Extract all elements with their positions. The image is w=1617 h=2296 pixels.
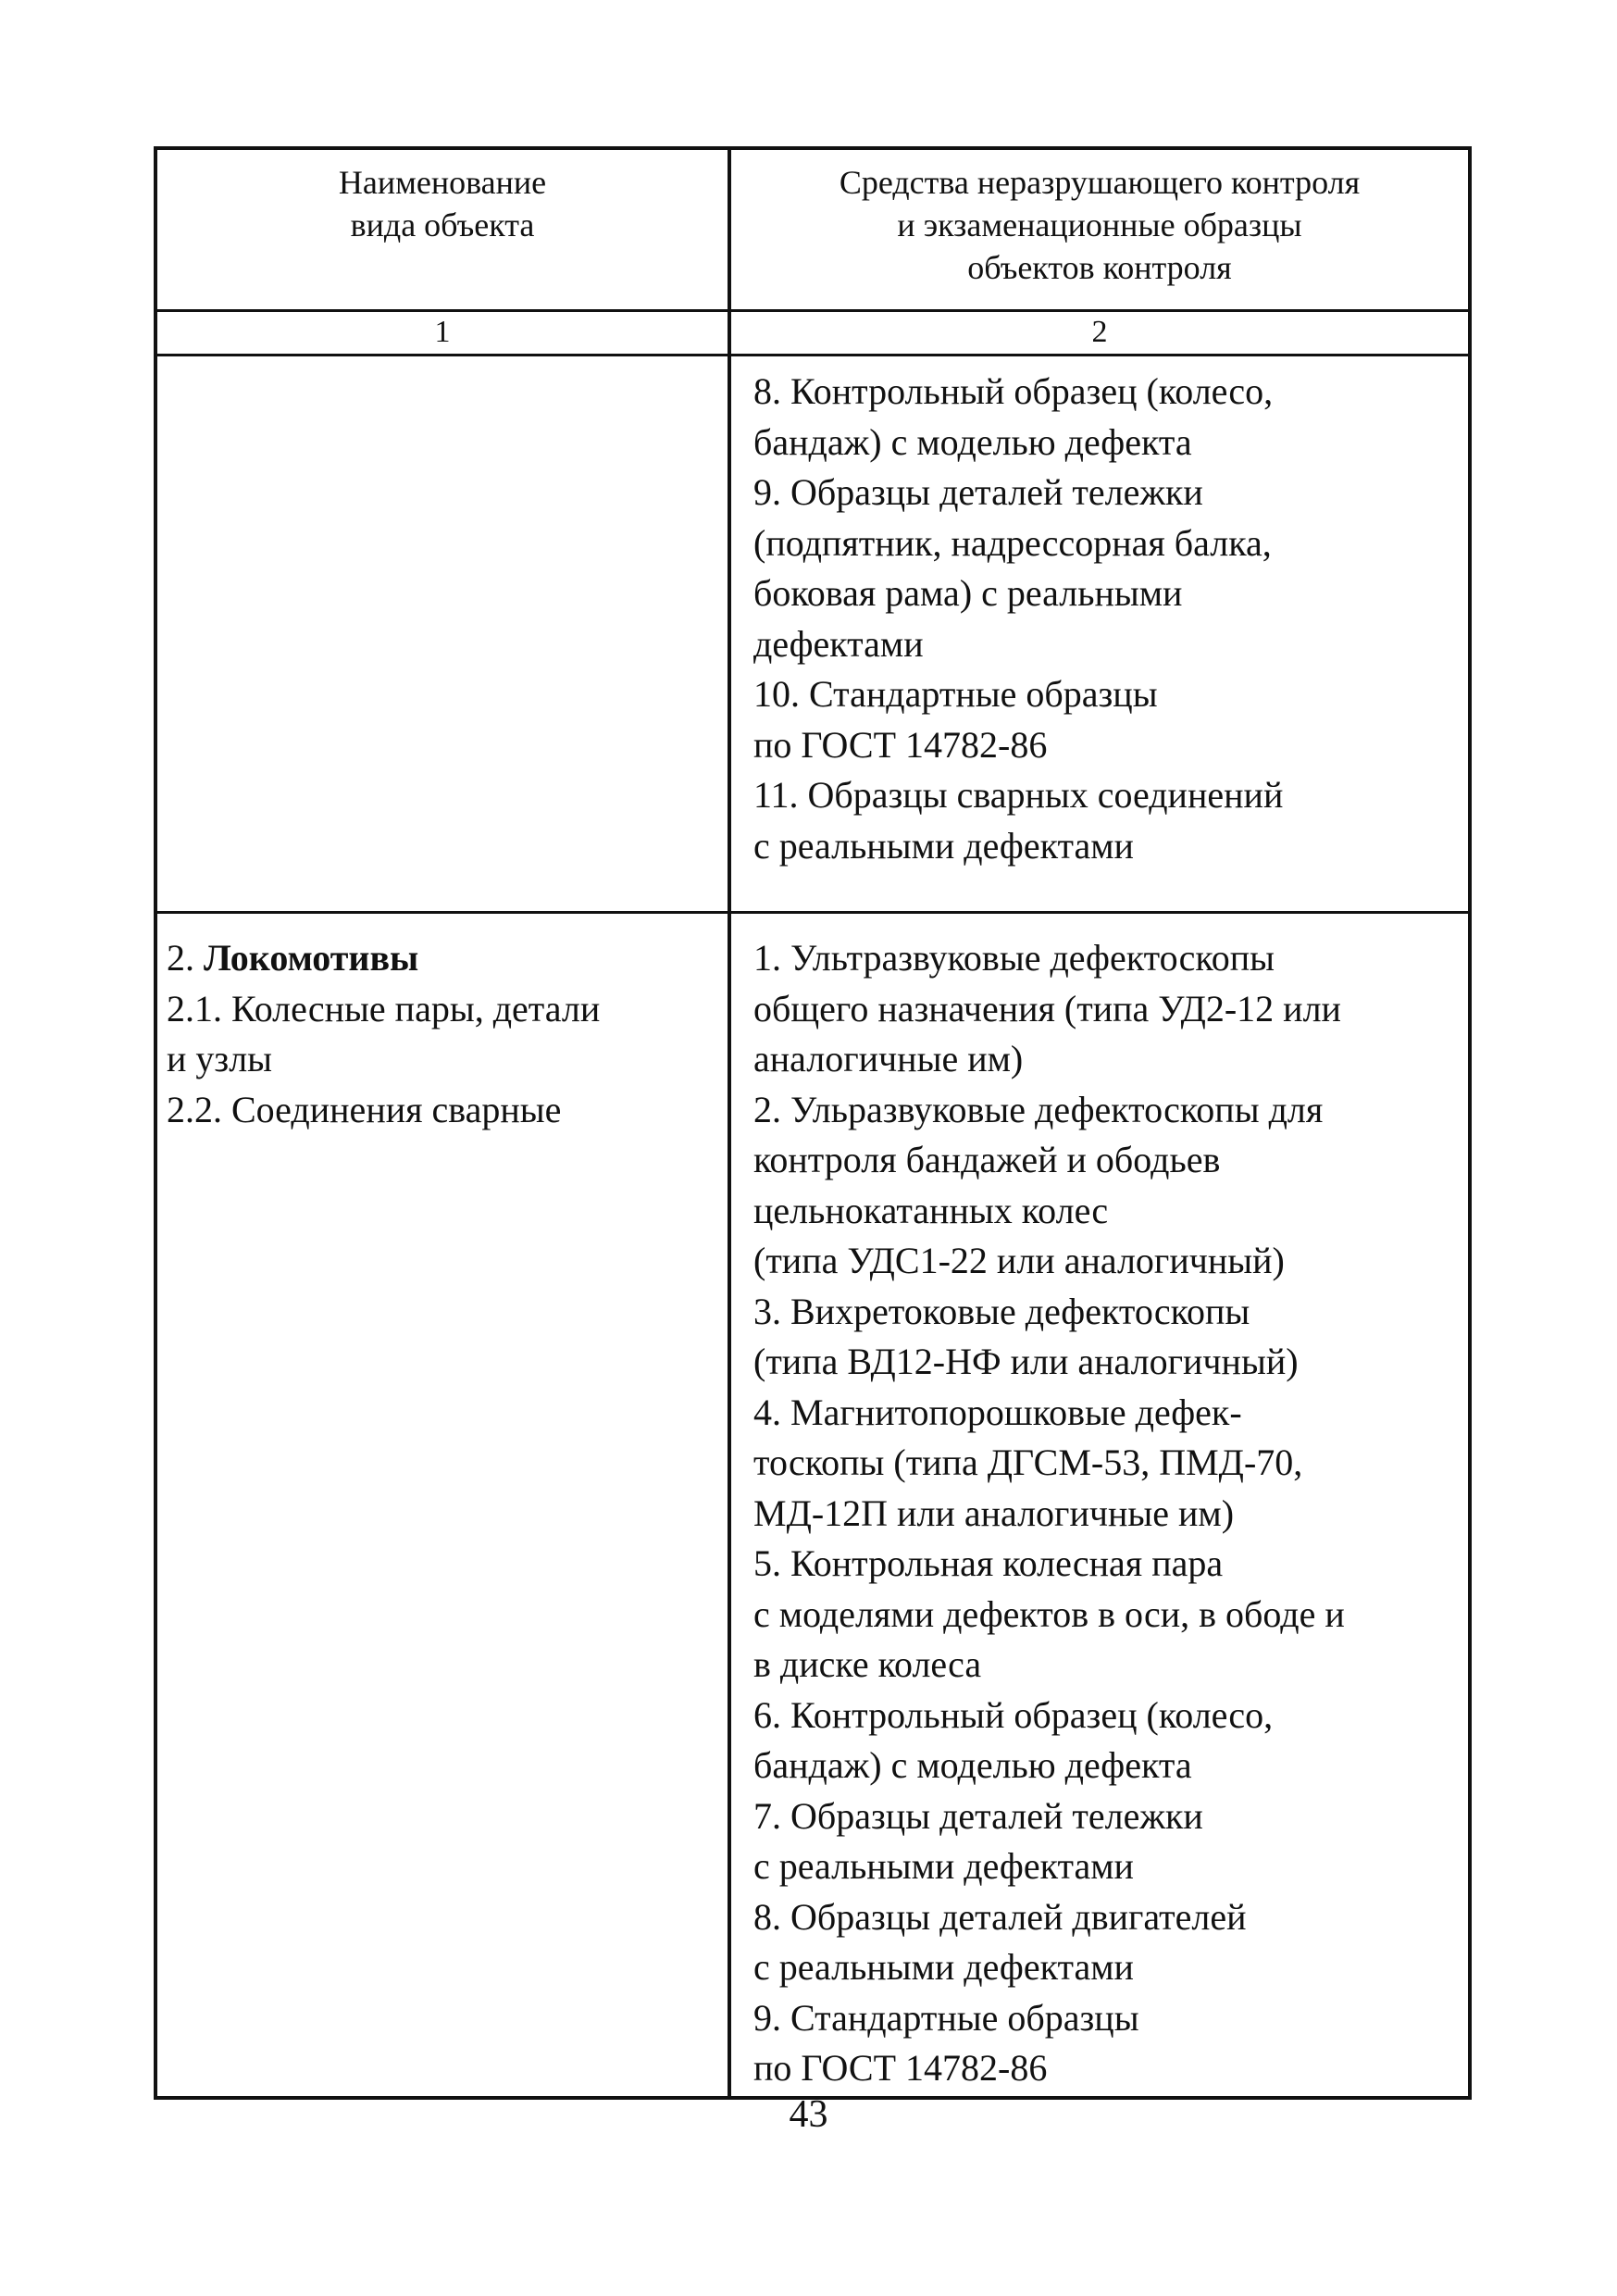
item-line: дефектами xyxy=(753,622,924,665)
list-item xyxy=(753,1287,1459,1388)
item-line: 5. Контрольная колесная пара xyxy=(753,1542,1224,1584)
item-line: (подпятник, надрессорная балка, xyxy=(753,521,1272,564)
continued-items-list xyxy=(753,367,1459,871)
item-line: контроля бандажей и ободьев xyxy=(753,1139,1221,1180)
list-item xyxy=(753,1539,1459,1691)
header-line: объектов контроля xyxy=(967,249,1232,286)
item-line: (типа УДС1-22 или аналогичный) xyxy=(753,1240,1285,1281)
item-line: 7. Образцы деталей тележки xyxy=(753,1794,1203,1837)
list-item xyxy=(753,1892,1459,1993)
list-item xyxy=(753,468,1459,669)
header-line: Средства неразрушающего контроля xyxy=(839,164,1361,201)
column-number-1: 1 xyxy=(434,315,451,349)
list-item xyxy=(753,1691,1459,1791)
list-item xyxy=(753,770,1459,871)
section-number: 2. xyxy=(167,937,194,979)
locomotives-object-cell xyxy=(167,933,722,1135)
item-line: с реальными дефектами xyxy=(753,824,1134,867)
item-line: 10. Стандартные образцы xyxy=(753,673,1158,715)
column-number-2: 2 xyxy=(1091,315,1108,349)
item-line: 3. Вихретоковые дефектоскопы xyxy=(753,1290,1250,1332)
item-line: по ГОСТ 14782-86 xyxy=(753,723,1048,766)
item-line: 8. Образцы деталей двигателей xyxy=(753,1895,1247,1938)
section-title: Локомотивы xyxy=(204,937,419,979)
list-item xyxy=(753,669,1459,770)
item-line: бандаж) с моделью дефекта xyxy=(753,420,1192,463)
equipment-table xyxy=(154,146,1472,2100)
item-line: по ГОСТ 14782-86 xyxy=(753,2047,1048,2089)
page-number: 43 xyxy=(789,2093,828,2136)
header-line: и экзаменационные образцы xyxy=(897,206,1302,243)
item-line: бандаж) с моделью дефекта xyxy=(753,1744,1192,1786)
locomotive-means-list xyxy=(753,933,1459,2094)
header-control-means xyxy=(731,161,1468,289)
column-number-rule xyxy=(157,354,1468,356)
item-line: 1. Ультразвуковые дефектоскопы xyxy=(753,937,1275,979)
item-line: боковая рама) с реальными xyxy=(753,572,1183,614)
item-line: общего назначения (типа УД2-12 или xyxy=(753,987,1341,1029)
item-line: (типа ВД12-НФ или аналогичный) xyxy=(753,1341,1299,1382)
list-item xyxy=(753,1993,1459,2094)
item-line: в диске колеса xyxy=(753,1643,982,1685)
header-object-type xyxy=(157,161,728,246)
item-line: 11. Образцы сварных соединений xyxy=(753,774,1284,816)
subsection-line: 2.2. Соединения сварные xyxy=(167,1088,562,1130)
list-item xyxy=(753,933,1459,1085)
list-item xyxy=(753,1791,1459,1892)
item-line: 8. Контрольный образец (колесо, xyxy=(753,370,1274,412)
item-line: с реальными дефектами xyxy=(753,1946,1134,1988)
header-line: Наименование xyxy=(338,164,547,201)
subsection-line: 2.1. Колесные пары, детали xyxy=(167,987,601,1029)
item-line: с реальными дефектами xyxy=(753,1845,1134,1887)
item-line: с моделями дефектов в оси, в ободе и xyxy=(753,1592,1345,1635)
row-rule xyxy=(157,911,1468,914)
item-line: 4. Магнитопорошковые дефек- xyxy=(753,1391,1242,1433)
item-line: 9. Образцы деталей тележки xyxy=(753,471,1203,513)
item-line: тоскопы (типа ДГСМ-53, ПМД-70, xyxy=(753,1441,1303,1483)
item-line: 6. Контрольный образец (колесо, xyxy=(753,1693,1274,1736)
list-item xyxy=(753,1388,1459,1540)
subsection-line: и узлы xyxy=(167,1038,273,1079)
header-line: вида объекта xyxy=(350,206,535,243)
item-line: 9. Стандартные образцы xyxy=(753,1996,1139,2039)
item-line: аналогичные им) xyxy=(753,1038,1024,1079)
list-item xyxy=(753,1085,1459,1287)
item-line: МД-12П или аналогичные им) xyxy=(753,1491,1235,1534)
column-divider xyxy=(728,150,731,2096)
section-heading xyxy=(167,933,722,984)
item-line: 2. Ульразвуковые дефектоскопы для xyxy=(753,1088,1324,1130)
list-item xyxy=(753,367,1459,468)
item-line: цельнокатанных колес xyxy=(753,1189,1109,1231)
